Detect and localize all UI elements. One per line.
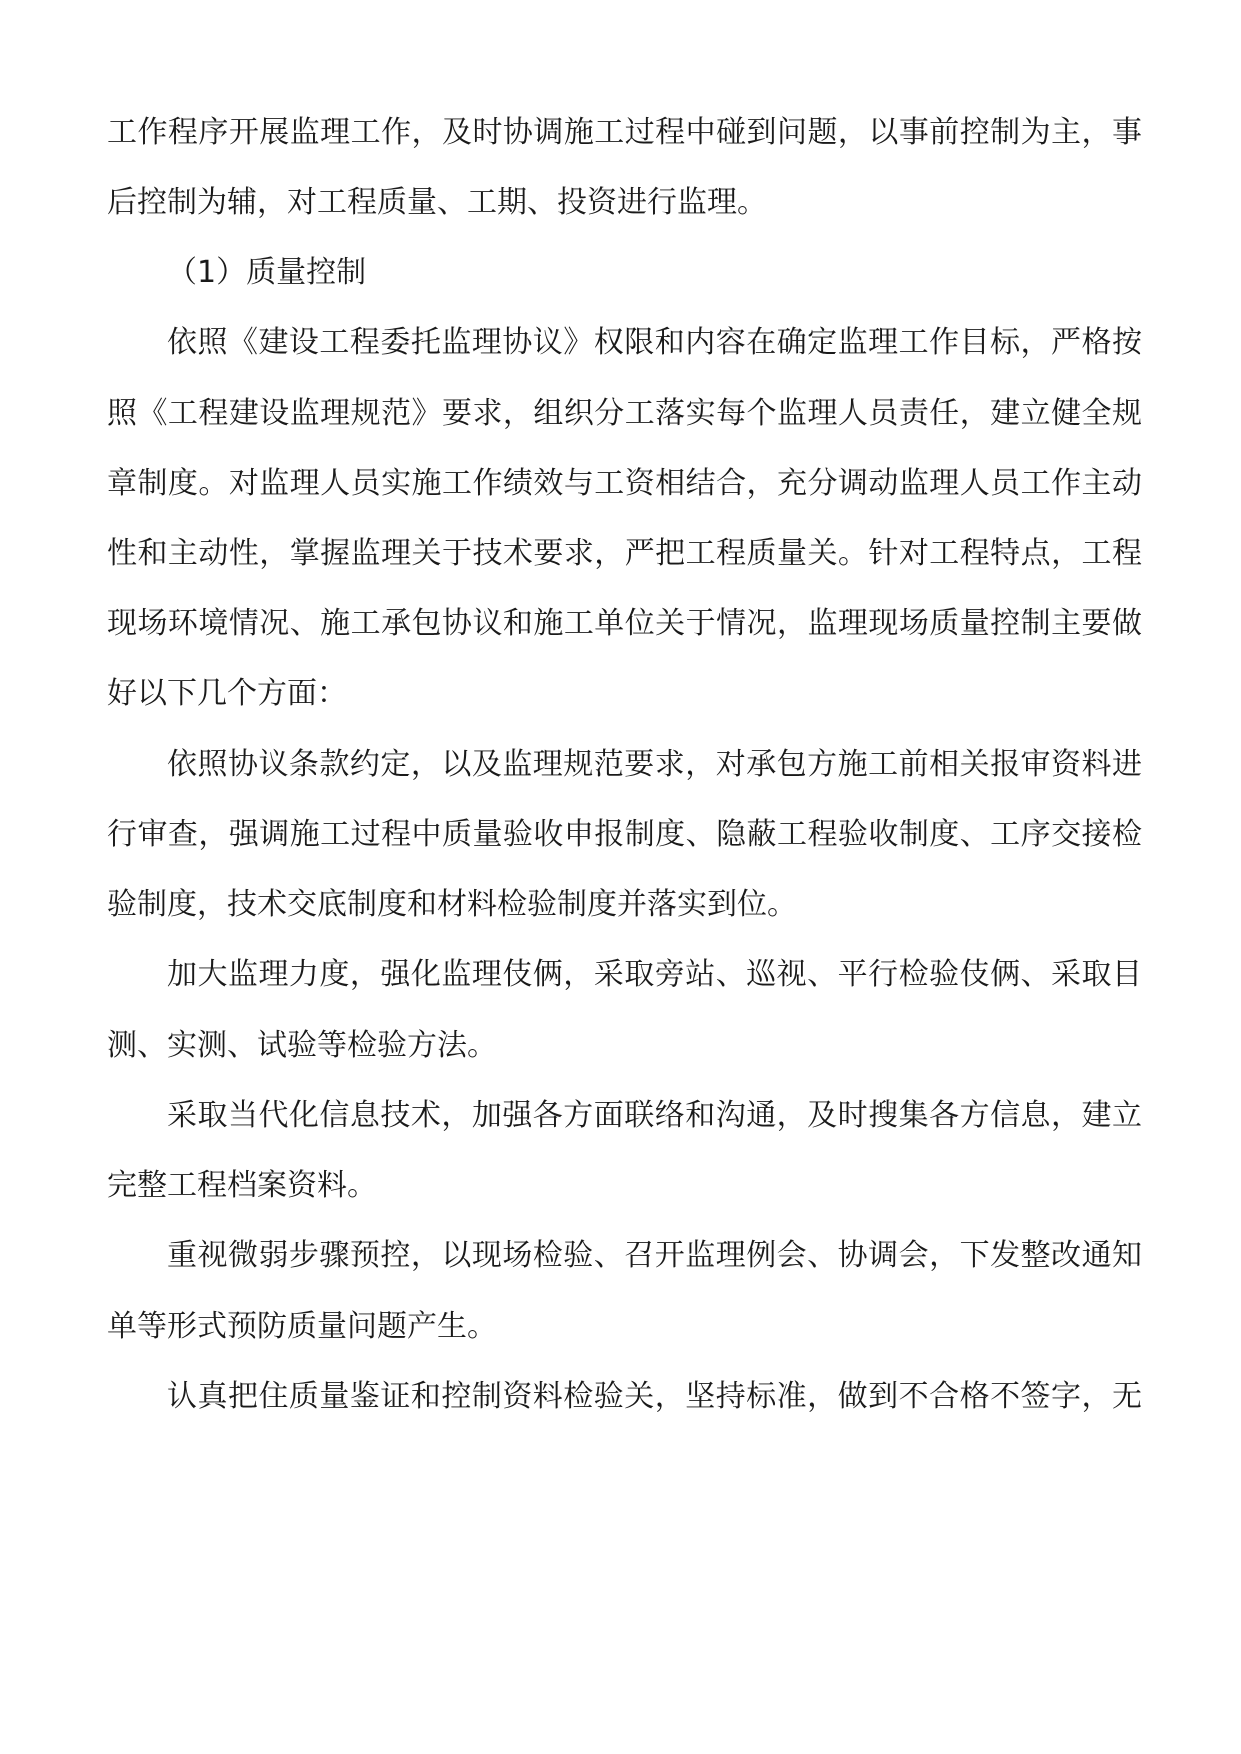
body-text-line: 好以下几个方面： <box>107 676 347 711</box>
section-heading: （1）质量控制 <box>167 255 367 290</box>
body-text-line: 重视微弱步骤预控，以现场检验、召开监理例会、协调会，下发整改通知 <box>167 1238 1142 1273</box>
body-text-line: 行审查，强调施工过程中质量验收申报制度、隐蔽工程验收制度、工序交接检 <box>107 817 1142 852</box>
body-text-line: 认真把住质量鉴证和控制资料检验关，坚持标准，做到不合格不签字，无 <box>167 1379 1142 1414</box>
body-text-line: 性和主动性，掌握监理关于技术要求，严把工程质量关。针对工程特点，工程 <box>107 536 1142 571</box>
body-text-line: 完整工程档案资料。 <box>107 1168 377 1203</box>
body-text-line: 加大监理力度，强化监理伎俩，采取旁站、巡视、平行检验伎俩、采取目 <box>167 957 1142 992</box>
body-text-line: 工作程序开展监理工作，及时协调施工过程中碰到问题，以事前控制为主，事 <box>107 115 1142 150</box>
body-text-line: 照《工程建设监理规范》要求，组织分工落实每个监理人员责任，建立健全规 <box>107 396 1142 431</box>
body-text-line: 依照协议条款约定，以及监理规范要求，对承包方施工前相关报审资料进 <box>167 747 1142 782</box>
body-text-line: 章制度。对监理人员实施工作绩效与工资相结合，充分调动监理人员工作主动 <box>107 466 1142 501</box>
body-text-line: 依照《建设工程委托监理协议》权限和内容在确定监理工作目标，严格按 <box>167 325 1142 360</box>
body-text-line: 后控制为辅，对工程质量、工期、投资进行监理。 <box>107 185 767 220</box>
body-text-line: 测、实测、试验等检验方法。 <box>107 1028 497 1063</box>
body-text-line: 验制度，技术交底制度和材料检验制度并落实到位。 <box>107 887 797 922</box>
body-text-line: 现场环境情况、施工承包协议和施工单位关于情况，监理现场质量控制主要做 <box>107 606 1142 641</box>
body-text-line: 单等形式预防质量问题产生。 <box>107 1309 497 1344</box>
body-text-line: 采取当代化信息技术，加强各方面联络和沟通，及时搜集各方信息，建立 <box>167 1098 1142 1133</box>
